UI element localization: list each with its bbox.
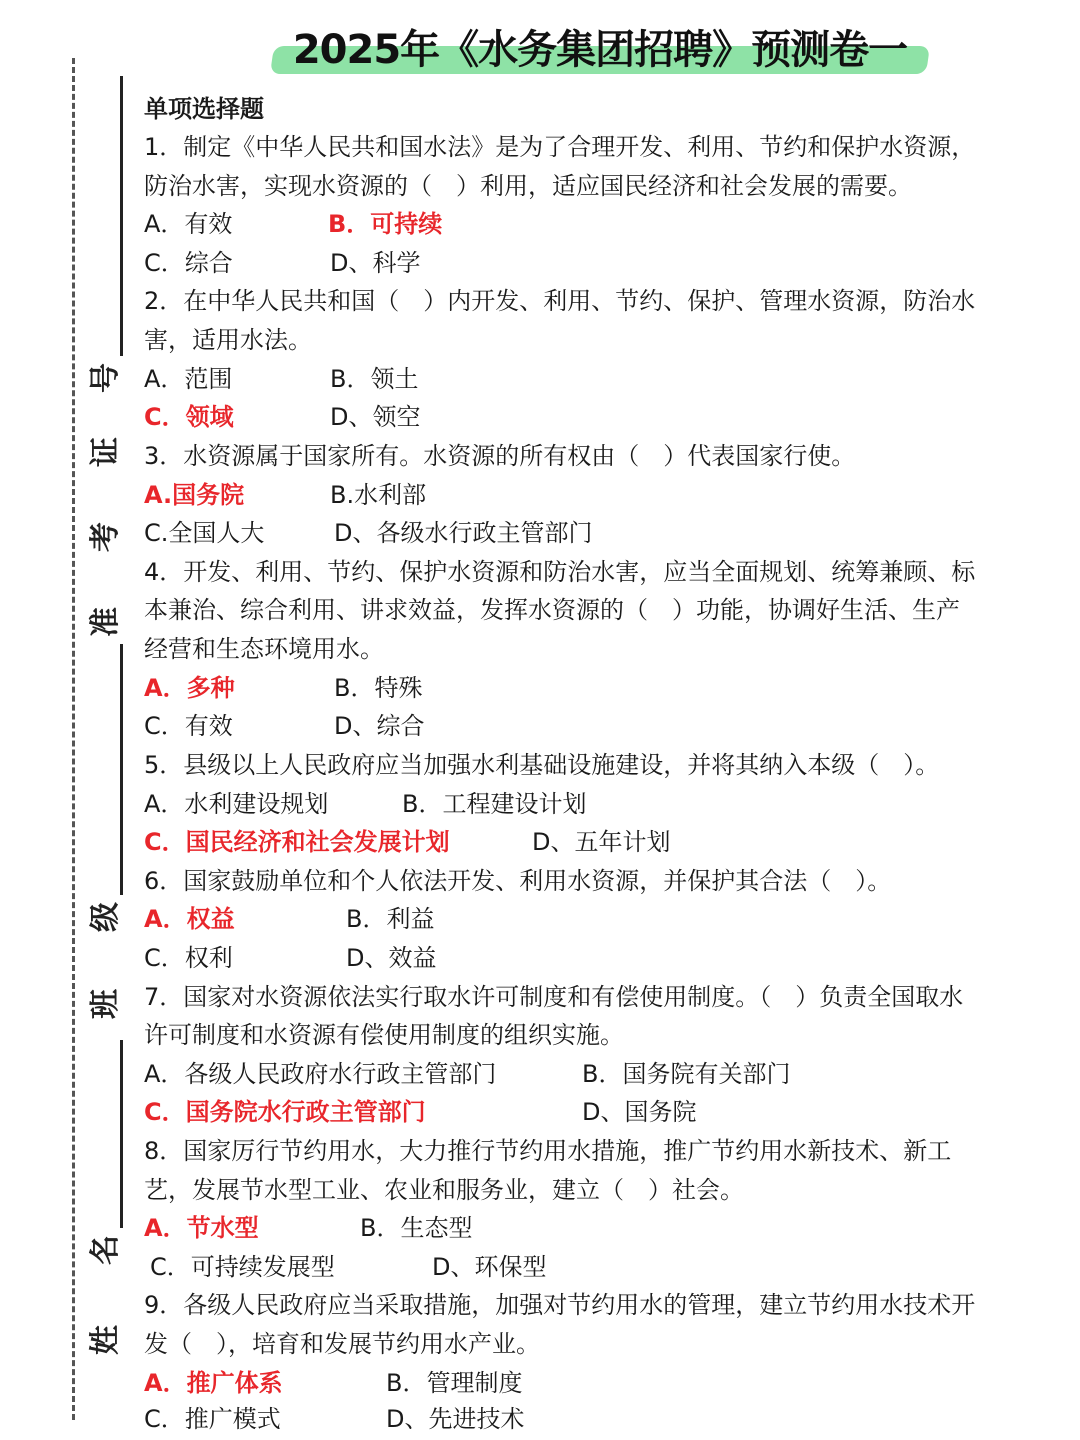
q2-stem-line1: 2．在中华人民共和国（ ）内开发、利用、节约、保护、管理水资源，防治水 — [144, 287, 976, 315]
margin-label-ji: 级 — [84, 895, 128, 939]
q6-option-c: C．权利 — [144, 944, 233, 972]
q6-option-b: B．利益 — [346, 905, 435, 933]
q3-option-d: D、各级水行政主管部门 — [334, 519, 593, 547]
q8-stem-line2: 艺，发展节水型工业、农业和服务业，建立（ ）社会。 — [144, 1176, 744, 1204]
q2-stem-line2: 害，适用水法。 — [144, 326, 312, 354]
margin-label-ban: 班 — [84, 982, 128, 1026]
section-heading: 单项选择题 — [144, 95, 264, 123]
q2-option-a: A．范围 — [144, 365, 233, 393]
margin-label-xing: 姓 — [84, 1318, 128, 1362]
margin-label-hao: 号 — [84, 356, 128, 400]
page-title: 2025年《水务集团招聘》预测卷一 — [292, 27, 908, 73]
binding-dashed-line — [72, 58, 75, 1420]
q4-option-c: C．有效 — [144, 712, 233, 740]
margin-line-top — [120, 76, 123, 382]
q9-option-b: B．管理制度 — [386, 1369, 523, 1397]
q1-option-b-answer: B．可持续 — [328, 210, 443, 238]
q9-option-c: C．推广模式 — [144, 1405, 281, 1433]
q7-option-d: D、国务院 — [582, 1098, 697, 1126]
q8-option-a-answer: A．节水型 — [144, 1214, 259, 1242]
q4-stem-line1: 4．开发、利用、节约、保护水资源和防治水害，应当全面规划、统筹兼顾、标 — [144, 558, 976, 586]
q2-option-d: D、领空 — [330, 403, 421, 431]
title-banner — [272, 22, 928, 80]
margin-line-bottom — [120, 1040, 123, 1240]
q6-option-a-answer: A．权益 — [144, 905, 235, 933]
q4-option-a-answer: A．多种 — [144, 674, 235, 702]
q4-option-d: D、综合 — [334, 712, 425, 740]
q9-option-d: D、先进技术 — [386, 1405, 525, 1433]
q7-stem-line2: 许可制度和水资源有偿使用制度的组织实施。 — [144, 1021, 624, 1049]
q8-option-d: D、环保型 — [432, 1253, 547, 1281]
q5-option-d: D、五年计划 — [532, 828, 671, 856]
q1-option-a: A．有效 — [144, 210, 233, 238]
q9-stem-line1: 9．各级人民政府应当采取措施，加强对节约用水的管理，建立节约用水技术开 — [144, 1291, 976, 1319]
margin-label-zhun: 准 — [84, 600, 128, 644]
q9-option-a-answer: A．推广体系 — [144, 1369, 283, 1397]
margin-label-kao: 考 — [84, 515, 128, 559]
q1-stem-line1: 1．制定《中华人民共和国水法》是为了合理开发、利用、节约和保护水资源， — [144, 133, 976, 161]
q5-option-c-answer: C．国民经济和社会发展计划 — [144, 828, 450, 856]
q1-option-d: D、科学 — [330, 249, 421, 277]
q8-option-c: C．可持续发展型 — [150, 1253, 335, 1281]
q2-option-c-answer: C．领域 — [144, 403, 234, 431]
q4-stem-line2: 本兼治、综合利用、讲求效益，发挥水资源的（ ）功能，协调好生活、生产 — [144, 596, 960, 624]
q7-option-c-answer: C．国务院水行政主管部门 — [144, 1098, 426, 1126]
q4-stem-line3: 经营和生态环境用水。 — [144, 635, 384, 663]
q1-option-c: C．综合 — [144, 249, 233, 277]
margin-label-zheng: 证 — [84, 430, 128, 474]
margin-label-ming: 名 — [84, 1228, 128, 1272]
q6-stem-line1: 6．国家鼓励单位和个人依法开发、利用水资源，并保护其合法（ ）。 — [144, 867, 892, 895]
q3-option-a-answer: A.国务院 — [144, 481, 245, 509]
q4-option-b: B．特殊 — [334, 674, 423, 702]
q3-option-b: B.水利部 — [330, 481, 427, 509]
q7-stem-line1: 7．国家对水资源依法实行取水许可制度和有偿使用制度。（ ）负责全国取水 — [144, 983, 964, 1011]
margin-line-middle — [120, 640, 123, 936]
q8-stem-line1: 8．国家厉行节约用水，大力推行节约用水措施，推广节约用水新技术、新工 — [144, 1137, 952, 1165]
q1-stem-line2: 防治水害，实现水资源的（ ）利用，适应国民经济和社会发展的需要。 — [144, 172, 912, 200]
q5-option-a: A．水利建设规划 — [144, 790, 329, 818]
q5-option-b: B．工程建设计划 — [402, 790, 587, 818]
q3-option-c: C.全国人大 — [144, 519, 265, 547]
q7-option-b: B．国务院有关部门 — [582, 1060, 791, 1088]
q6-option-d: D、效益 — [346, 944, 437, 972]
q3-stem-line1: 3．水资源属于国家所有。水资源的所有权由（ ）代表国家行使。 — [144, 442, 856, 470]
q9-stem-line2: 发（ ），培育和发展节约用水产业。 — [144, 1330, 540, 1358]
q7-option-a: A．各级人民政府水行政主管部门 — [144, 1060, 497, 1088]
q8-option-b: B．生态型 — [360, 1214, 473, 1242]
q5-stem-line1: 5．县级以上人民政府应当加强水利基础设施建设，并将其纳入本级（ ）。 — [144, 751, 940, 779]
q2-option-b: B．领土 — [330, 365, 419, 393]
